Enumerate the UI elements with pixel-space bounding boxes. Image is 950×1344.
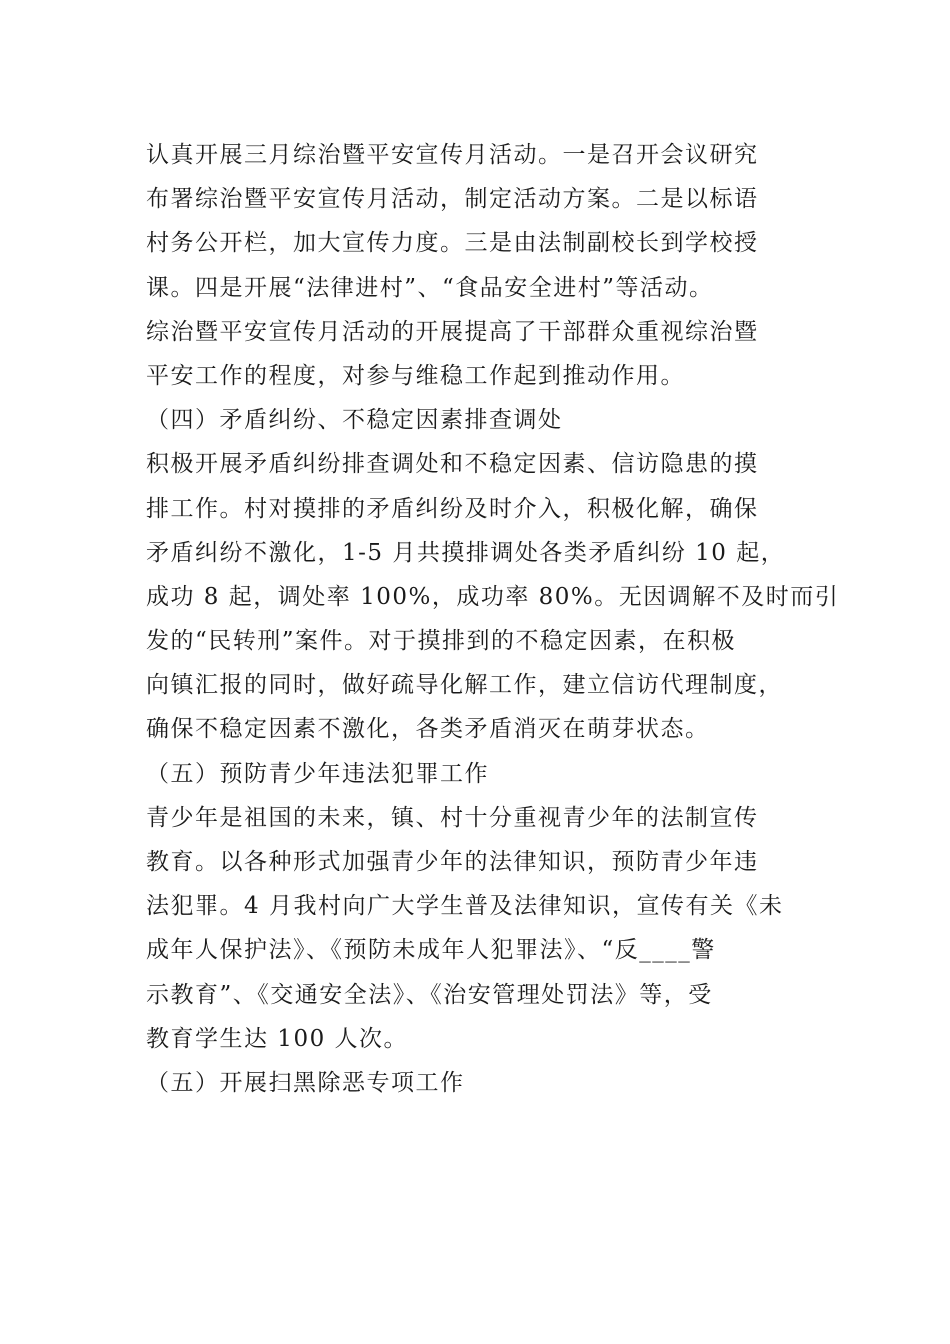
- text-line: 成功 8 起，调处率 100%，成功率 80%。无因调解不及时而引: [146, 583, 840, 610]
- paragraph-youth-crime-prevention: [146, 796, 806, 1061]
- text-line: 课。四是开展“法律进村”、“食品安全进村”等活动。: [146, 274, 714, 301]
- text-line: 布署综治暨平安宣传月活动，制定活动方案。二是以标语: [146, 186, 759, 213]
- section-heading-conflict-mediation: （四）矛盾纠纷、不稳定因素排查调处: [146, 407, 563, 434]
- text-line: 向镇汇报的同时，做好疏导化解工作，建立信访代理制度，: [146, 672, 783, 699]
- text-line: 村务公开栏，加大宣传力度。三是由法制副校长到学校授: [146, 230, 759, 257]
- paragraph-conflict-mediation: [146, 442, 840, 751]
- text-line: 平安工作的程度，对参与维稳工作起到推动作用。: [146, 362, 685, 389]
- text-line: 示教育”、《交通安全法》、《治安管理处罚法》等，受: [146, 981, 713, 1008]
- paragraph-publicity-month: [146, 133, 806, 398]
- text-line: 积极开展矛盾纠纷排查调处和不稳定因素、信访隐患的摸: [146, 451, 759, 478]
- text-line: 教育。以各种形式加强青少年的法律知识，预防青少年违: [146, 849, 759, 876]
- text-line: 法犯罪。4 月我村向广大学生普及法律知识，宣传有关《未: [146, 893, 784, 920]
- text-line: 认真开展三月综治暨平安宣传月活动。一是召开会议研究: [146, 142, 759, 168]
- document-body: [146, 133, 840, 1105]
- section-heading-youth-crime-prevention: （五）预防青少年违法犯罪工作: [146, 760, 489, 787]
- text-line: 发的“民转刑”案件。对于摸排到的不稳定因素，在积极: [146, 628, 737, 655]
- text-line: 成年人保护法》、《预防未成年人犯罪法》、“反____警: [146, 937, 716, 964]
- text-line: 综治暨平安宣传月活动的开展提高了干部群众重视综治暨: [146, 318, 759, 345]
- text-line: 教育学生达 100 人次。: [146, 1025, 409, 1052]
- text-line: 矛盾纠纷不激化，1-5 月共摸排调处各类矛盾纠纷 10 起，: [146, 539, 786, 566]
- text-line: 排工作。村对摸排的矛盾纠纷及时介入，积极化解，确保: [146, 495, 759, 522]
- text-line: 青少年是祖国的未来，镇、村十分重视青少年的法制宣传: [146, 804, 759, 831]
- text-line: 确保不稳定因素不激化，各类矛盾消灭在萌芽状态。: [146, 716, 710, 743]
- section-heading-anti-gang-campaign: （五）开展扫黑除恶专项工作: [146, 1069, 465, 1096]
